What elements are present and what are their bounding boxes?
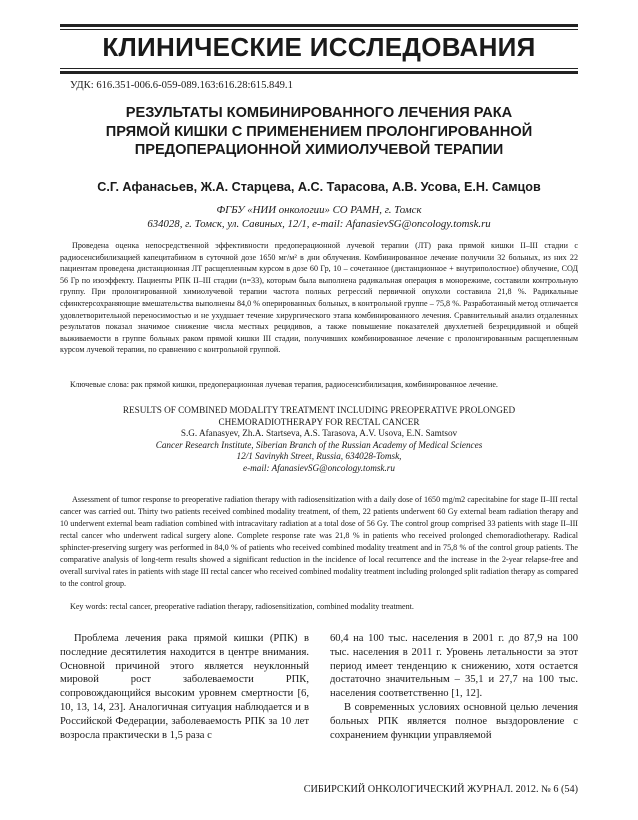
title-line: РЕЗУЛЬТАТЫ КОМБИНИРОВАННОГО ЛЕЧЕНИЯ РАКА — [125, 105, 513, 121]
en-affiliation-line: Cancer Research Institute, Siberian Branch of the Russian Academy of Medical Sciences — [155, 439, 483, 450]
body-paragraph: В современных условиях основной целью лечения больных РПК является полное выздоровление с сохранением функции управляемой — [330, 701, 578, 741]
body-column-right — [330, 632, 578, 742]
article-title — [60, 104, 578, 160]
en-title-line: RESULTS OF COMBINED MODALITY TREATMENT INCLUDING PREOPERATIVE PROLONGED — [122, 405, 516, 415]
journal-footer: СИБИРСКИЙ ОНКОЛОГИЧЕСКИЙ ЖУРНАЛ. 2012. № 6 (54) — [303, 784, 578, 795]
body-column-left — [60, 632, 309, 742]
keywords-en: Key words: rectal cancer, preoperative radiation therapy, radiosensitization, combined modality treatment. — [70, 602, 414, 611]
english-header — [60, 405, 578, 475]
abstract-ru — [60, 240, 578, 356]
abstract-en — [60, 494, 578, 590]
udk-code: УДК: 616.351-006.6-059-089.163:616.28:615.849.1 — [70, 80, 293, 91]
affiliation-line: ФГБУ «НИИ онкологии» СО РАМН, г. Томск — [216, 204, 422, 216]
en-affiliation-line: e-mail: AfanasievSG@oncology.tomsk.ru — [243, 462, 395, 473]
en-affiliation-line: 12/1 Savinykh Street, Russia, 634028-Tomsk, — [236, 451, 402, 462]
body-paragraph: Проблема лечения рака прямой кишки (РПК) в последние десятилетия находится в центре внимания. Основной причиной этого является неуклонный мировой рост заболеваемости РПК, сопровождающийся высоким уровнем смертности [6, 10, 13, 14, 23]. Аналогичная ситуация наблюдается и в Российской Федерации, заболеваемость РПК за 10 лет возросла практически в 1,5 раза с — [60, 633, 309, 741]
affiliation — [60, 204, 578, 231]
keywords-ru: Ключевые слова: рак прямой кишки, предоперационная лучевая терапия, радиосенсибилизация, комбинированное лечение. — [70, 380, 498, 389]
section-title: КЛИНИЧЕСКИЕ ИССЛЕДОВАНИЯ — [102, 32, 536, 62]
title-line: ПРЕДОПЕРАЦИОННОЙ ХИМИОЛУЧЕВОЙ ТЕРАПИИ — [134, 142, 504, 158]
abstract-en-text: Assessment of tumor response to preoperative radiation therapy with radiosensitization with a daily dose of 1650 mg/m2 capecitabine for stage II–III rectal cancer was carried out. Thirty two patients received combined modality treatment, of them, 22 patients underwent 60 Gy external beam radiation therapy and 10 underwent external beam radiation combined with intracavitary radiation at a total dose of 56 Gy. The control group comprised 33 patients with stage II–III rectal cancer who underwent radical surgery alone. Complete response rate was 21,8 % in patients who received prolonged chemoradiotherapy. Radical sphincter-preserving surgery was performed in 84,0 % of patients who received combined modality treatment and in 75,8 % of the control group patients. The comparative analysis of long-term results showed a significant reduction in the incidence of local recurrence and the increase in the 2-year relapse-free and overall survival rates in patients with stage III rectal cancer who received combined modality treatment including prolonged split radiation therapy as compared to the control group. — [60, 495, 578, 588]
section-rule-thick — [60, 71, 578, 74]
en-authors: S.G. Afanasyev, Zh.A. Startseva, A.S. Tarasova, A.V. Usova, E.N. Samtsov — [180, 428, 458, 439]
en-title-line: CHEMORADIOTHERAPY FOR RECTAL CANCER — [218, 416, 420, 427]
top-rule-thin — [60, 29, 578, 30]
body-paragraph: 60,4 на 100 тыс. населения в 2001 г. до 87,9 на 100 тыс. населения в 2011 г. Уровень летальности за этот период имеет тенденцию к снижению, хотя остается достаточно значительным – 35,1 и 27,7 на 100 тыс. населения соответственно [1, 12]. — [330, 633, 578, 700]
top-rule-thick — [60, 24, 578, 27]
abstract-ru-text: Проведена оценка непосредственной эффективности предоперационной лучевой терапии (ЛТ) рака прямой кишки II–III стадии с радиосенсибилизацией капецитабином в суточной дозе 1650 мг/м² в дни облучения. Комбинированное лечение получили 32 больных, из них 22 пациентам проведена дистанционная ЛТ расщепленным курсом в дозе 60 Гр, 10 – сочетанное (дистанционное + внутриполостное) облучение, СОД 56 Гр по изоэффекту. Пациенты РПК II–III стадии (n=33), которым была выполнена радикальная операция в монорежиме, составили контрольную группу. При пролонгированной химиолучевой терапии частота полных регрессий первичной опухоли составила 21,8 %. Радикальные сфинктерсохраняющие вмешательства выполнены 84,0 % оперированных больных, в контрольной группе – 75,8 %. Разработанный метод отличается удовлетворительной переносимостью и не ухудшает течение хирургического этапа комбинированного лечения. Сравнительный анализ отдаленных результатов показал значимое снижение числа местных рецидивов, а также повышение показателей двухлетней безрецидивной и общей выживаемости в группе больных раком прямой кишки III стадии, получивших комбинированное лечение с пролонгированным расщепленным курсом лучевой терапии, по сравнению с контрольной группой. — [60, 241, 578, 355]
authors: С.Г. Афанасьев, Ж.А. Старцева, А.С. Тарасова, А.В. Усова, Е.Н. Самцов — [97, 180, 541, 194]
section-rule-thin — [60, 68, 578, 69]
title-line: ПРЯМОЙ КИШКИ С ПРИМЕНЕНИЕМ ПРОЛОНГИРОВАННОЙ — [105, 123, 533, 140]
affiliation-line: 634028, г. Томск, ул. Савиных, 12/1, e-mail: AfanasievSG@oncology.tomsk.ru — [147, 217, 491, 230]
